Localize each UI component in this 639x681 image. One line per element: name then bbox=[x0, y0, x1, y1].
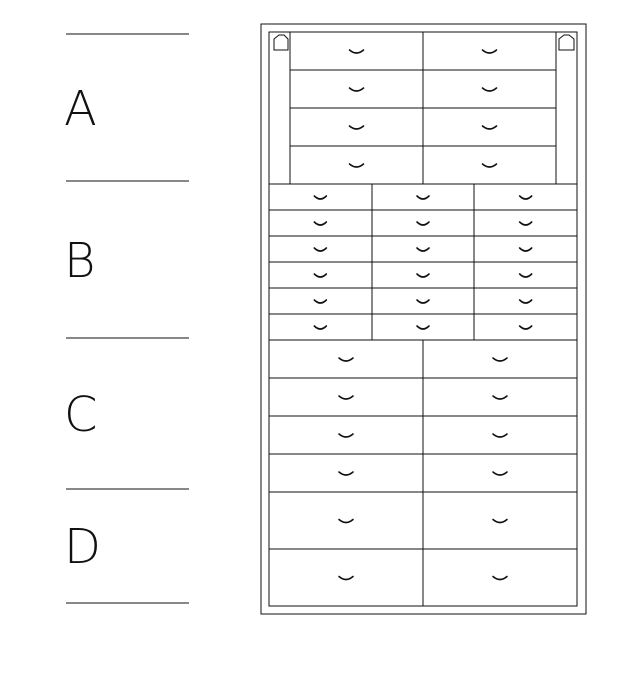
section-a bbox=[269, 32, 577, 184]
section-label-a: A bbox=[64, 81, 97, 137]
drawer-pull-icon bbox=[483, 88, 497, 91]
section-c bbox=[269, 340, 577, 492]
cabinet-knob-icon bbox=[274, 35, 288, 50]
drawer-pull-icon bbox=[314, 274, 326, 277]
drawer-pull-icon bbox=[339, 434, 353, 437]
drawer-pull-icon bbox=[493, 358, 507, 361]
section-label-c: C bbox=[64, 387, 98, 443]
drawer-pull-icon bbox=[350, 126, 364, 129]
drawer-pull-icon bbox=[417, 274, 429, 277]
section-b bbox=[269, 184, 577, 340]
section-d bbox=[269, 492, 577, 606]
drawer-pull-icon bbox=[314, 300, 326, 303]
drawer-pull-icon bbox=[520, 300, 532, 303]
drawer-pull-icon bbox=[417, 326, 429, 329]
drawer-pull-icon bbox=[520, 222, 532, 225]
drawer-pull-icon bbox=[339, 520, 353, 523]
drawer-pull-icon bbox=[417, 196, 429, 199]
drawer-pull-icon bbox=[339, 396, 353, 399]
drawer-pull-icon bbox=[339, 472, 353, 475]
drawer-pull-icon bbox=[350, 50, 364, 53]
drawer-pull-icon bbox=[350, 164, 364, 167]
drawer-pull-icon bbox=[520, 196, 532, 199]
drawer-pull-icon bbox=[493, 472, 507, 475]
drawer-pull-icon bbox=[483, 164, 497, 167]
drawer-pull-icon bbox=[314, 196, 326, 199]
section-label-d: D bbox=[64, 519, 101, 575]
drawer-pull-icon bbox=[339, 358, 353, 361]
drawer-pull-icon bbox=[314, 248, 326, 251]
drawer-pull-icon bbox=[520, 248, 532, 251]
cabinet-knob-icon bbox=[559, 35, 574, 50]
drawer-pull-icon bbox=[520, 326, 532, 329]
drawer-pull-icon bbox=[417, 300, 429, 303]
drawer-pull-icon bbox=[339, 577, 353, 580]
drawer-pull-icon bbox=[314, 326, 326, 329]
drawer-pull-icon bbox=[314, 222, 326, 225]
drawer-pull-icon bbox=[417, 248, 429, 251]
drawer-pull-icon bbox=[493, 520, 507, 523]
drawer-pull-icon bbox=[483, 50, 497, 53]
drawer-pull-icon bbox=[520, 274, 532, 277]
drawer-pull-icon bbox=[493, 434, 507, 437]
drawer-pull-icon bbox=[493, 396, 507, 399]
section-label-b: B bbox=[64, 233, 96, 289]
drawer-pull-icon bbox=[350, 88, 364, 91]
drawer-pull-icon bbox=[483, 126, 497, 129]
drawer-pull-icon bbox=[493, 577, 507, 580]
drawer-pull-icon bbox=[417, 222, 429, 225]
